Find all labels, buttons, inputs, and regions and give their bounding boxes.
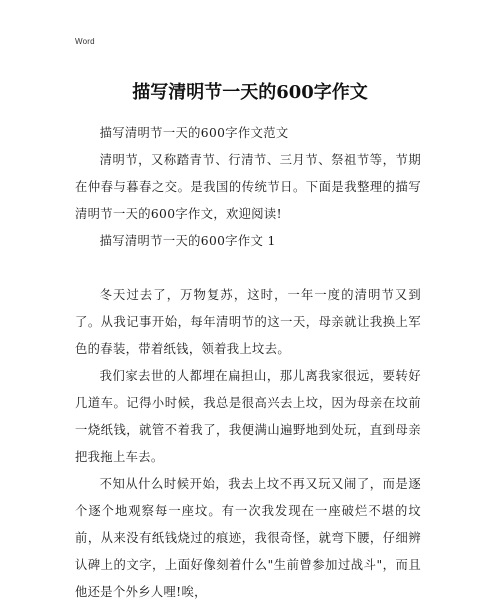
- paragraph-body: 我们家去世的人都埋在扁担山，那儿离我家很远，要转好几道车。记得小时候，我总是很高兴去上坟，因为母亲在坟前一烧纸钱，就管不着我了，我便满山遍野地到处玩，直到母亲把我拖上车去。: [75, 369, 421, 464]
- paragraph-body: 不知从什么时候开始，我去上坟不再又玩又闹了，而是逐个逐个地观察每一座坟。有一次我发现在一座破烂不堪的坟前，从来没有纸钱烧过的痕迹，我很奇怪，就弯下腰，仔细辨认碑上的文字，上面好像刻着什么"生前曾参加过战斗"，而且他还是个外乡人哩!唉，: [75, 477, 421, 599]
- document-title: 描写清明节一天的600字作文: [132, 82, 368, 103]
- document-header-label: Word: [75, 37, 95, 46]
- paragraph-intro: 清明节，又称踏青节、行清节、三月节、祭祖节等，节期在仲春与暮春之交。是我国的传统节日。下面是我整理的描写清明节一天的600字作文，欢迎阅读!: [75, 153, 421, 221]
- paragraph-subtitle: 描写清明节一天的600字作文范文: [99, 126, 289, 140]
- blank-line: [75, 255, 421, 282]
- document-body: [75, 120, 421, 606]
- paragraph-body: 冬天过去了，万物复苏，这时，一年一度的清明节又到了。从我记事开始，每年清明节的这一天，母亲就让我换上军色的春装，带着纸钱，领着我上坟去。: [75, 288, 421, 356]
- paragraph-section-heading: 描写清明节一天的600字作文 1: [99, 234, 276, 248]
